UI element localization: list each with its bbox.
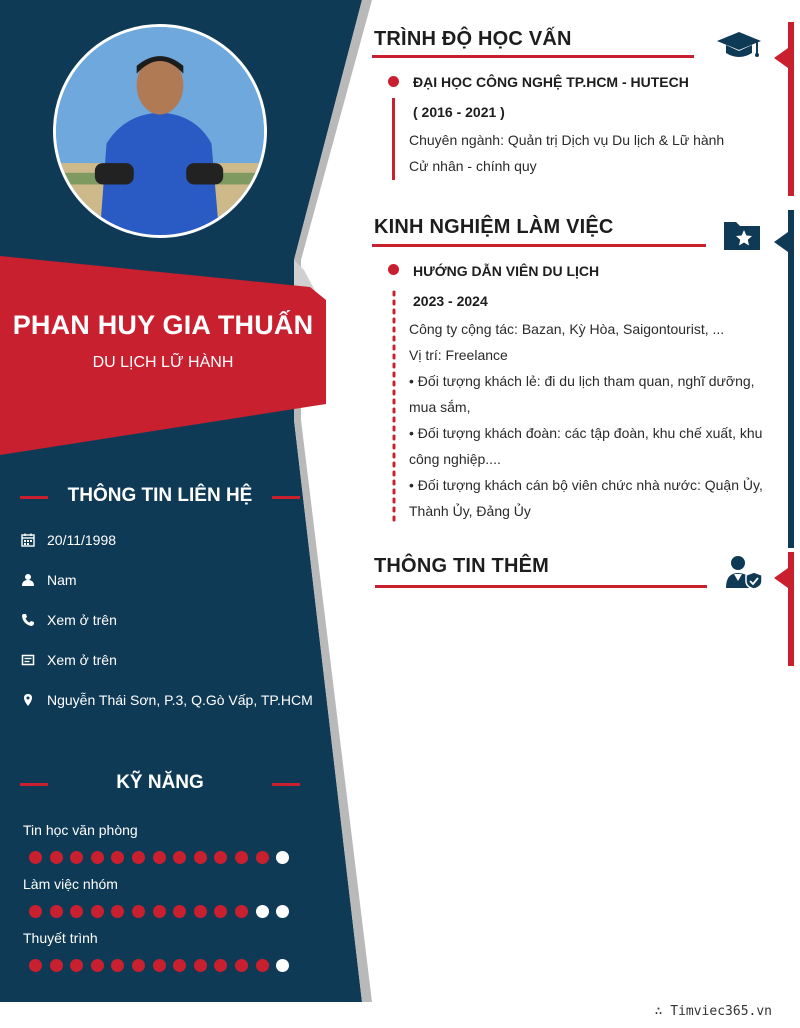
- email-icon: [20, 652, 36, 668]
- experience-heading: KINH NGHIỆM LÀM VIỆC: [374, 216, 614, 238]
- skill-dot-filled: [235, 959, 248, 972]
- skill-dot-filled: [235, 905, 248, 918]
- contact-heading: [20, 485, 300, 507]
- additional-heading: THÔNG TIN THÊM: [374, 555, 550, 577]
- skill-dot-filled: [194, 905, 207, 918]
- skill-dot-filled: [29, 851, 42, 864]
- skill-dot-filled: [132, 959, 145, 972]
- education-period: ( 2016 - 2021 ): [413, 104, 505, 120]
- skill-label: Tin học văn phòng: [23, 822, 138, 838]
- contact-email: [20, 649, 117, 671]
- skill-dot-filled: [256, 851, 269, 864]
- contact-address: [20, 689, 313, 711]
- address-value: Nguyễn Thái Sơn, P.3, Q.Gò Vấp, TP.HCM: [47, 692, 313, 708]
- experience-detail-line: • Đối tượng khách lẻ: đi du lịch tham quan, nghĩ dưỡng,: [409, 373, 755, 389]
- location-pin-icon: [20, 692, 36, 708]
- phone-icon: [20, 612, 36, 628]
- user-icon: [20, 572, 36, 588]
- experience-timeline: [391, 290, 397, 526]
- skill-dot-filled: [153, 905, 166, 918]
- logo-icon: ∴: [654, 1004, 671, 1019]
- education-bullet: [388, 76, 399, 87]
- skill-dot-filled: [29, 959, 42, 972]
- skill-dot-filled: [256, 959, 269, 972]
- gender-value: Nam: [47, 572, 77, 588]
- experience-role: HƯỚNG DẪN VIÊN DU LỊCH: [413, 263, 600, 279]
- skill-dot-empty: [256, 905, 269, 918]
- experience-detail-line: mua sắm,: [409, 399, 471, 415]
- education-timeline: [392, 98, 395, 180]
- experience-position: Vị trí: Freelance: [409, 347, 508, 363]
- footer-brand: [655, 1004, 772, 1019]
- skill-dot-filled: [29, 905, 42, 918]
- education-details: [409, 127, 724, 179]
- skill-dot-filled: [153, 959, 166, 972]
- skill-dot-filled: [132, 905, 145, 918]
- experience-rule: [372, 244, 706, 247]
- skill-dot-filled: [50, 959, 63, 972]
- experience-period: 2023 - 2024: [413, 293, 488, 309]
- skills-heading: [20, 772, 300, 794]
- education-major: Chuyên ngành: Quản trị Dịch vụ Du lịch & Lữ hành: [409, 132, 725, 148]
- additional-rule: [375, 585, 707, 588]
- avatar: [53, 24, 267, 238]
- skills-heading-text: KỸ NĂNG: [116, 772, 204, 793]
- footer-brand-text: Timviec365.vn: [670, 1004, 772, 1019]
- education-school: ĐẠI HỌC CÔNG NGHỆ TP.HCM - HUTECH: [413, 74, 689, 90]
- skill-dot-filled: [50, 905, 63, 918]
- calendar-icon: [20, 532, 36, 548]
- contact-heading-text: THÔNG TIN LIÊN HỆ: [67, 485, 253, 506]
- phone-value: Xem ở trên: [47, 612, 117, 628]
- skill-dot-filled: [194, 851, 207, 864]
- education-heading: TRÌNH ĐỘ HỌC VẤN: [374, 28, 572, 50]
- email-value: Xem ở trên: [47, 652, 117, 668]
- candidate-name: PHAN HUY GIA THUẤN: [12, 310, 314, 340]
- experience-detail-line: Thành Ủy, Đảng Ủy: [409, 503, 531, 519]
- skill-dot-filled: [153, 851, 166, 864]
- experience-detail-line: • Đối tượng khách đoàn: các tập đoàn, khu chế xuất, khu: [409, 425, 763, 441]
- contact-gender: [20, 569, 77, 591]
- user-shield-icon: [724, 554, 764, 595]
- experience-details: [409, 316, 763, 524]
- skill-dot-filled: [91, 959, 104, 972]
- experience-detail-line: công nghiệp....: [409, 451, 501, 467]
- experience-company: Công ty cộng tác: Bazan, Kỳ Hòa, Saigontourist, ...: [409, 321, 725, 337]
- contact-birthdate: [20, 529, 116, 551]
- skill-label: Thuyết trình: [23, 930, 98, 946]
- skill-label: Làm việc nhóm: [23, 876, 118, 892]
- birthdate-value: 20/11/1998: [47, 532, 117, 548]
- experience-bullet: [388, 264, 399, 275]
- folder-star-icon: [722, 218, 762, 257]
- skill-dot-filled: [91, 905, 104, 918]
- skill-dot-filled: [235, 851, 248, 864]
- skill-dot-filled: [50, 851, 63, 864]
- education-degree: Cử nhân - chính quy: [409, 158, 537, 174]
- candidate-title: DU LỊCH LỮ HÀNH: [92, 354, 234, 371]
- experience-detail-line: • Đối tượng khách cán bộ viên chức nhà nước: Quận Ủy,: [409, 477, 763, 493]
- skill-dot-filled: [91, 851, 104, 864]
- graduation-cap-icon: [716, 30, 762, 67]
- skill-dot-filled: [132, 851, 145, 864]
- skill-dot-filled: [194, 959, 207, 972]
- education-rule: [372, 55, 694, 58]
- contact-phone: [20, 609, 117, 631]
